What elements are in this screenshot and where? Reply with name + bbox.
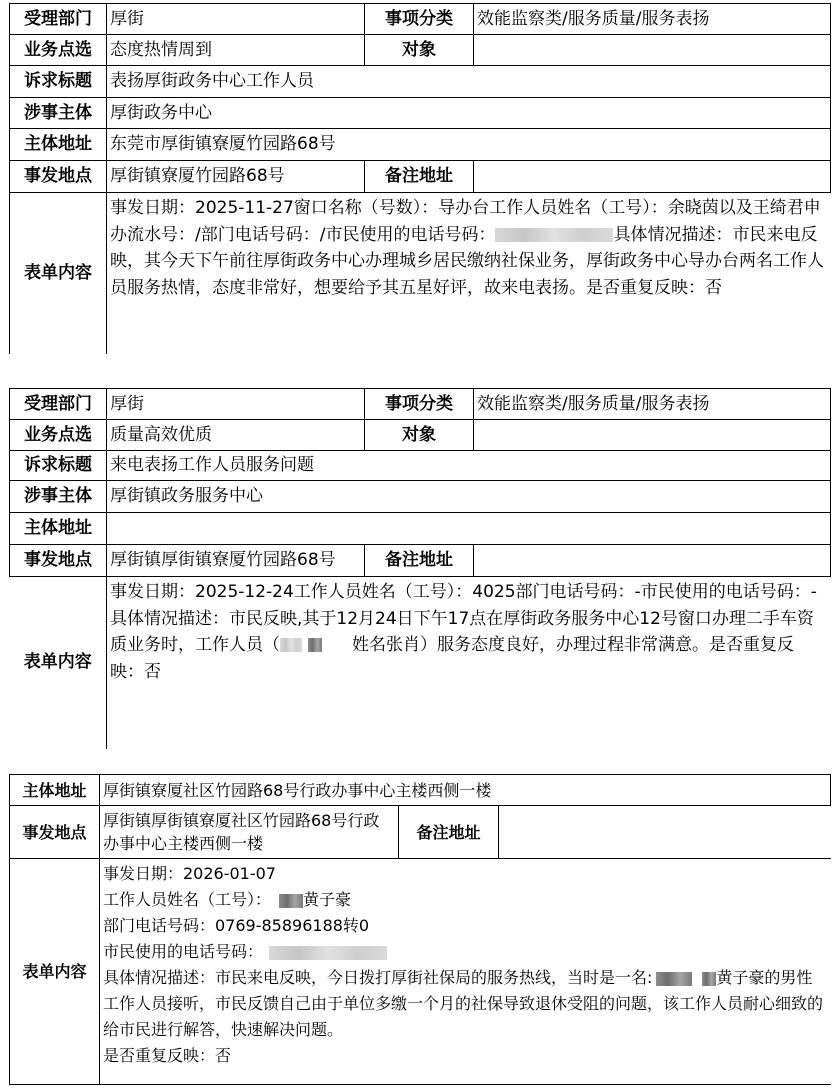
target-label: 对象 <box>365 420 474 451</box>
business-point-label: 业务点选 <box>10 35 107 66</box>
target-value <box>474 420 831 451</box>
remark-address-value <box>499 806 831 859</box>
category-label: 事项分类 <box>365 4 474 35</box>
content-label: 表单内容 <box>10 859 100 1085</box>
staff-name-text: 黄子豪 <box>303 890 352 909</box>
content-label: 表单内容 <box>10 193 107 354</box>
title-value: 表扬厚街政务中心工作人员 <box>107 66 831 98</box>
content-text-part1: 事发日期：2025-12-24工作人员姓名（工号）：4025部门电话号码：-市民使用的电话号码：-具体情况描述：市民反映,其于12月24日下午17点在厚街政务服务中心12号窗口办理二手车资质业务时，工作人员（ <box>110 582 817 655</box>
description-text-part1: 具体情况描述：市民来电反映，今日拨打厚街社保局的服务热线，当时是一名: <box>103 968 653 987</box>
business-point-value: 态度热情周到 <box>107 35 365 66</box>
redacted-id <box>279 894 303 908</box>
subject-address-value <box>107 513 831 545</box>
redacted-name <box>280 638 302 652</box>
title-label: 诉求标题 <box>10 451 107 481</box>
content-value <box>107 577 831 749</box>
redacted-id <box>656 972 692 986</box>
redacted-id <box>702 972 716 986</box>
redacted-name <box>308 638 322 652</box>
remark-address-label: 备注地址 <box>365 545 474 577</box>
category-value: 效能监察类/服务质量/服务表扬 <box>474 389 831 420</box>
content-text-part1: 事发日期：2025-11-27窗口名称（号数）：导办台工作人员姓名（工号）：余晓茵以及王绮君申办流水号：/部门电话号码：/市民使用的电话号码： <box>110 198 821 245</box>
dept-value: 厚街 <box>107 4 365 35</box>
complaint-form-3 <box>9 774 831 1085</box>
subject-address-label: 主体地址 <box>10 129 107 161</box>
remark-address-value <box>474 545 831 577</box>
content-line-citizen-phone <box>103 939 828 965</box>
remark-address-label: 备注地址 <box>399 806 499 859</box>
redacted-phone <box>269 946 387 960</box>
content-label: 表单内容 <box>10 577 107 749</box>
content-value <box>107 193 831 354</box>
subject-value: 厚街镇政务服务中心 <box>107 481 831 513</box>
citizen-phone-label: 市民使用的电话号码： <box>103 942 264 961</box>
content-line-repeat: 是否重复反映：否 <box>103 1046 232 1065</box>
subject-address-label: 主体地址 <box>10 513 107 545</box>
location-value: 厚街镇厚街镇寮厦竹园路68号 <box>107 545 365 577</box>
category-label: 事项分类 <box>365 389 474 420</box>
target-label: 对象 <box>365 35 474 66</box>
subject-address-value: 东莞市厚街镇寮厦竹园路68号 <box>107 129 831 161</box>
remark-address-value <box>474 161 831 193</box>
dept-value: 厚街 <box>107 389 365 420</box>
remark-address-label: 备注地址 <box>365 161 474 193</box>
subject-value: 厚街政务中心 <box>107 98 831 129</box>
content-line-description <box>103 965 828 1043</box>
complaint-form-1 <box>9 3 831 354</box>
title-label: 诉求标题 <box>10 66 107 98</box>
subject-label: 涉事主体 <box>10 98 107 129</box>
business-point-label: 业务点选 <box>10 420 107 451</box>
content-text-part2: 姓名张肖）服务态度良好，办理过程非常满意。是否重复反映：否 <box>110 635 794 682</box>
content-line-dept-phone: 部门电话号码：0769-85896188转0 <box>103 916 370 935</box>
staff-label-text: 工作人员姓名（工号）： <box>103 890 272 909</box>
content-value <box>100 859 831 1085</box>
subject-address-value: 厚街镇寮厦社区竹园路68号行政办事中心主楼西侧一楼 <box>100 775 831 806</box>
description-text-part2: 黄子豪的男性工作人员接听，市民反馈自己由于单位多缴一个月的社保导致退休受阻的问题，该工作人员耐心细致的给市民进行解答，快速解决问题。 <box>103 968 824 1039</box>
location-label: 事发地点 <box>10 806 100 859</box>
content-line-date: 事发日期：2026-01-07 <box>103 864 276 883</box>
title-value: 来电表扬工作人员服务问题 <box>107 451 831 481</box>
category-value: 效能监察类/服务质量/服务表扬 <box>474 4 831 35</box>
location-value: 厚街镇厚街镇寮厦社区竹园路68号行政办事中心主楼西侧一楼 <box>100 806 399 859</box>
location-value: 厚街镇寮厦竹园路68号 <box>107 161 365 193</box>
subject-label: 涉事主体 <box>10 481 107 513</box>
location-label: 事发地点 <box>10 545 107 577</box>
subject-address-label: 主体地址 <box>10 775 100 806</box>
business-point-value: 质量高效优质 <box>107 420 365 451</box>
dept-label: 受理部门 <box>10 4 107 35</box>
content-text-part2: 具体情况描述：市民来电反映，其今天下午前往厚街政务中心办理城乡居民缴纳社保业务，厚街政务中心导办台两名工作人员服务热情，态度非常好，想要给予其五星好评，故来电表扬。是否重复反映：否 <box>110 224 824 298</box>
content-line-staff <box>103 887 828 913</box>
dept-label: 受理部门 <box>10 389 107 420</box>
target-value <box>474 35 831 66</box>
complaint-form-2 <box>9 388 831 749</box>
redacted-phone <box>495 228 613 242</box>
location-label: 事发地点 <box>10 161 107 193</box>
